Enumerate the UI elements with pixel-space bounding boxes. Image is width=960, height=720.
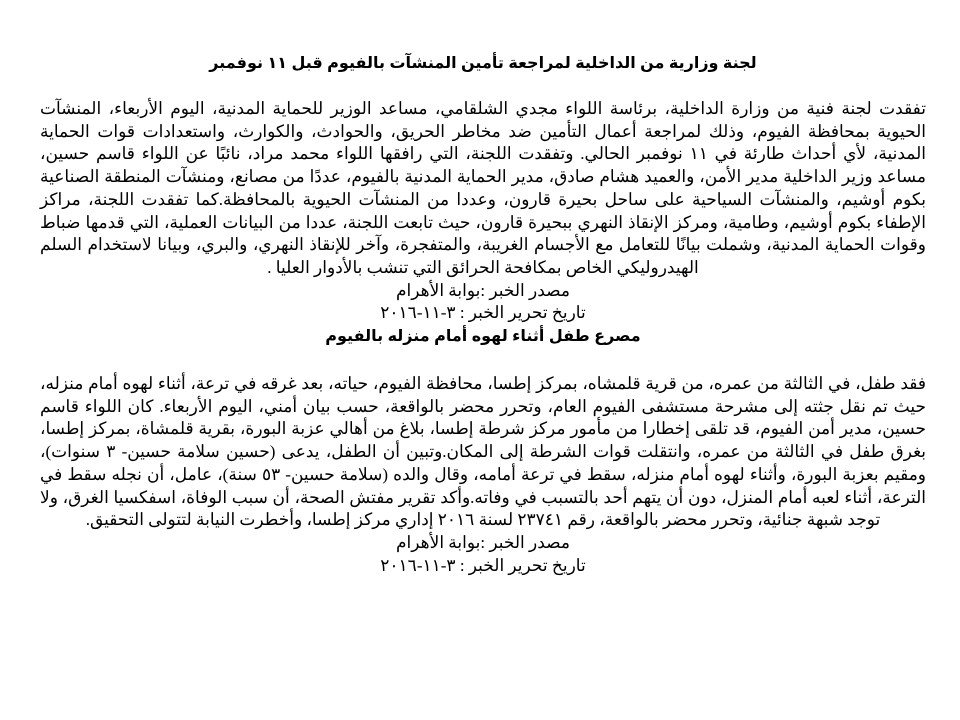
article-1-source: مصدر الخبر :بوابة الأهرام: [396, 280, 570, 300]
article-2-source: مصدر الخبر :بوابة الأهرام: [396, 532, 570, 552]
news-document: [40, 52, 926, 577]
article-2-title: مصرع طفل أثناء لهوه أمام منزله بالفيوم: [325, 328, 641, 346]
article-2-date: تاريخ تحرير الخبر : ٣-١١-٢٠١٦: [380, 555, 586, 575]
article-1-date: تاريخ تحرير الخبر : ٣-١١-٢٠١٦: [380, 303, 586, 323]
article-1-body: تفقدت لجنة فنية من وزارة الداخلية، برئاسة اللواء مجدي الشلقامي، مساعد الوزير للحماية المدنية، اليوم الأربعاء، المنشآت الحيوية بمحافظة الفيوم، وذلك لمراجعة أعمال التأمين ضد مخاطر الحريق، والحوادث، والكوارث، واستعدادات قوات الحماية المدنية، لأي أحداث طارئة في ١١ نوفمبر الحالي. وتفقدت اللجنة، التي رافقها اللواء محمد مراد، نائبًا عن اللواء قاسم حسين، مساعد وزير الداخلية مدير الأمن، والعميد هشام صادق، مدير الحماية المدنية بالفيوم، عددًا من مصانع، ومنشآت المنطقة الصناعية بكوم أوشيم، والمنشآت السياحية على ساحل بحيرة قارون، وعددا من المنشآت الحيوية بالمحافظة.كما تفقدت اللجنة، مراكز الإطفاء بكوم أوشيم، وطامية، ومركز الإنقاذ النهري ببحيرة قارون، حيث تابعت اللجنة، عددا من البيانات العملية، التي قدمها ضباط وقوات الحماية المدنية، وشملت بيانًا للتعامل مع الأجسام الغريبة، والمتفجرة، وآخر للإنقاذ النهري، والبري، وبيانا لاستخدام السلم الهيدروليكي الخاص بمكافحة الحرائق التي تنشب بالأدوار العليا .: [40, 99, 927, 277]
article-1-title: لجنة وزارية من الداخلية لمراجعة تأمين المنشآت بالفيوم قبل ١١ نوفمبر: [209, 55, 757, 72]
article-2-body: فقد طفل، في الثالثة من عمره، من قرية قلمشاه، بمركز إطسا، محافظة الفيوم، حياته، بعد غرقه في ترعة، أثناء لهوه أمام منزله، حيث تم نقل جثته إلى مشرحة مستشفى الفيوم العام، وتحرر محضر بالواقعة، حسب بيان أمني، اليوم الأربعاء. كان اللواء قاسم حسين، مدير أمن الفيوم، قد تلقى إخطارا من مأمور مركز شرطة إطسا، بلاغ من أهالي عزبة البورة، بقرية قلمشاة، بمركز إطسا، بغرق طفل في الثالثة من عمره، وانتقلت قوات الشرطة إلى المكان.وتبين أن الطفل، يدعى (حسين سلامة حسين- ٣ سنوات)، ومقيم بعزبة البورة، وأثناء لهوه أمام منزله، سقط في ترعة أمامه، وقال والده (سلامة حسين- ٥٣ سنة)، عامل، أن نجله سقط في الترعة، أثناء لعبه أمام المنزل، دون أن يتهم أحد بالتسبب في وفاته.وأكد تقرير مفتش الصحة، أن سبب الوفاة، اسفكسيا الغرق، ولا توجد شبهة جنائية، وتحرر محضر بالواقعة، رقم ٢٣٧٤١ لسنة ٢٠١٦ إداري مركز إطسا، وأخطرت النيابة لتتولى التحقيق.: [40, 374, 927, 530]
